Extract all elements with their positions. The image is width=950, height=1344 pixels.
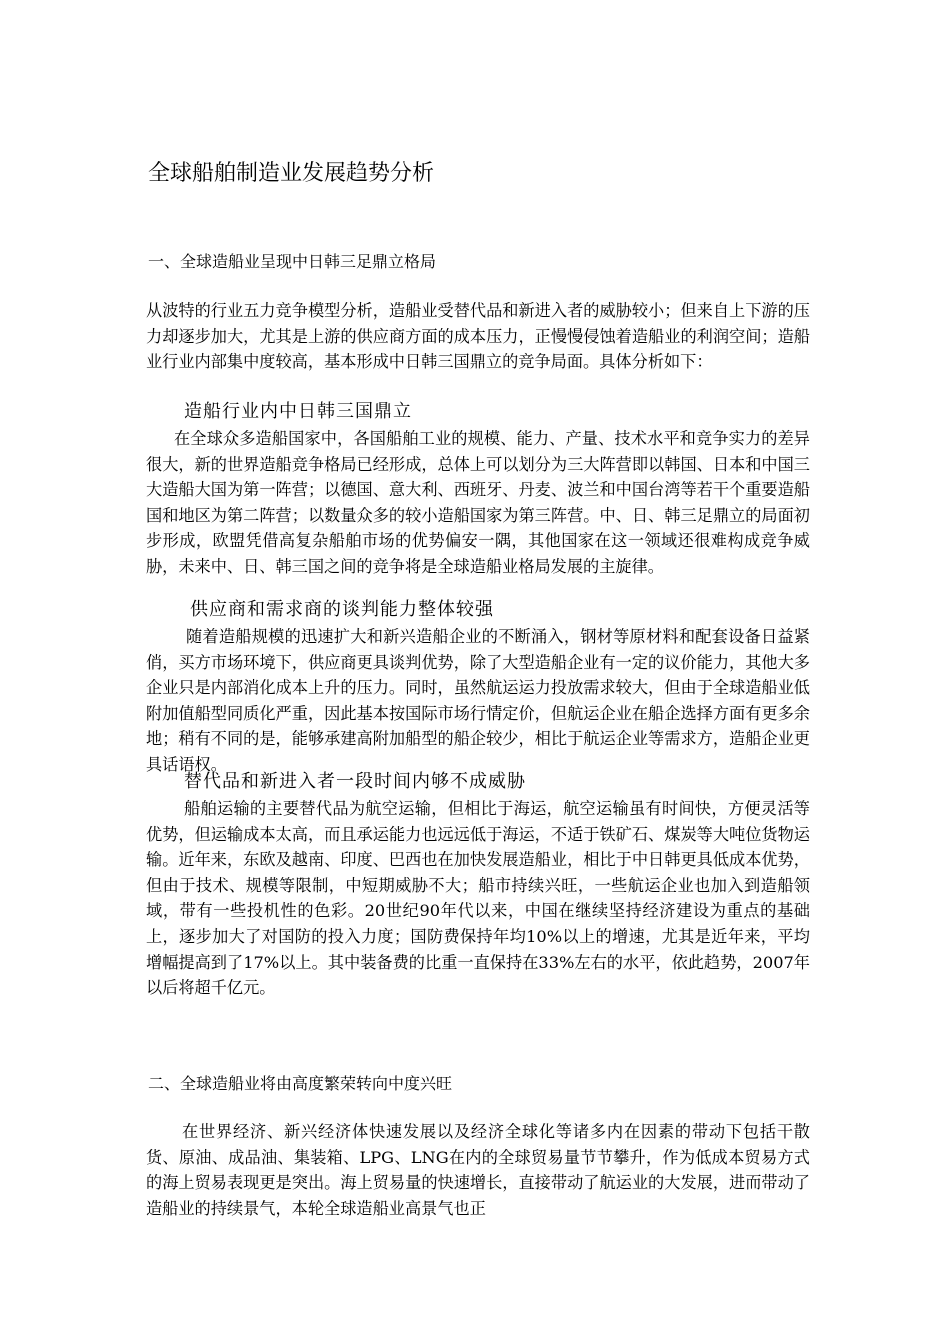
subsection-1-title: 造船行业内中日韩三国鼎立 (184, 401, 412, 422)
document-title: 全球船舶制造业发展趋势分析 (148, 161, 435, 186)
section-1-intro-paragraph: 从波特的行业五力竞争模型分析，造船业受替代品和新进入者的威胁较小；但来自上下游的压力却逐步加大，尤其是上游的供应商方面的成本压力，正慢慢侵蚀着造船业的利润空间；造船业行业内部集中度较高，基本形成中日韩三国鼎立的竞争局面。具体分析如下： (146, 301, 810, 372)
subsection-3-paragraph: 船舶运输的主要替代品为航空运输，但相比于海运，航空运输虽有时间快，方便灵活等优势，但运输成本太高，而且承运能力也远远低于海运，不适于铁矿石、煤炭等大吨位货物运输。近年来，东欧及越南、印度、巴西也在加快发展造船业，相比于中日韩更具低成本优势，但由于技术、规模等限制，中短期威胁不大；船市持续兴旺，一些航运企业也加入到造船领域，带有一些投机性的色彩。20世纪90年代以来，中国在继续坚持经济建设为重点的基础上，逐步加大了对国防的投入力度；国防费保持年均10%以上的增速，尤其是近年来，平均增幅提高到了17%以上。其中装备费的比重一直保持在33%左右的水平，依此趋势，2007年以后将超千亿元。 (146, 799, 810, 998)
subsection-3-title: 替代品和新进入者一段时间内够不成威胁 (184, 771, 526, 792)
subsection-1-paragraph: 在全球众多造船国家中，各国船舶工业的规模、能力、产量、技术水平和竞争实力的差异很大，新的世界造船竞争格局已经形成，总体上可以划分为三大阵营即以韩国、日本和中国三大造船大国为第一阵营；以德国、意大利、西班牙、丹麦、波兰和中国台湾等若干个重要造船国和地区为第二阵营；以数量众多的较小造船国家为第三阵营。中、日、韩三足鼎立的局面初步形成，欧盟凭借高复杂船舶市场的优势偏安一隅，其他国家在这一领域还很难构成竞争威胁，未来中、日、韩三国之间的竞争将是全球造船业格局发展的主旋律。 (146, 429, 810, 576)
section-1-heading: 一、全球造船业呈现中日韩三足鼎立格局 (148, 252, 437, 271)
section-2-paragraph: 在世界经济、新兴经济体快速发展以及经济全球化等诸多内在因素的带动下包括干散货、原油、成品油、集装箱、LPG、LNG在内的全球贸易量节节攀升，作为低成本贸易方式的海上贸易表现更是突出。海上贸易量的快速增长，直接带动了航运业的大发展，进而带动了造船业的持续景气，本轮全球造船业高景气也正 (146, 1122, 810, 1218)
subsection-2-title: 供应商和需求商的谈判能力整体较强 (190, 599, 494, 620)
section-2-heading: 二、全球造船业将由高度繁荣转向中度兴旺 (148, 1074, 453, 1093)
subsection-2-paragraph: 随着造船规模的迅速扩大和新兴造船企业的不断涌入，钢材等原材料和配套设备日益紧俏，买方市场环境下，供应商更具谈判优势，除了大型造船企业有一定的议价能力，其他大多企业只是内部消化成本上升的压力。同时，虽然航运运力投放需求较大，但由于全球造船业低附加值船型同质化严重，因此基本按国际市场行情定价，但航运企业在船企选择方面有更多余地；稍有不同的是，能够承建高附加船型的船企较少，相比于航运企业等需求方，造船企业更具话语权。 (146, 627, 810, 774)
